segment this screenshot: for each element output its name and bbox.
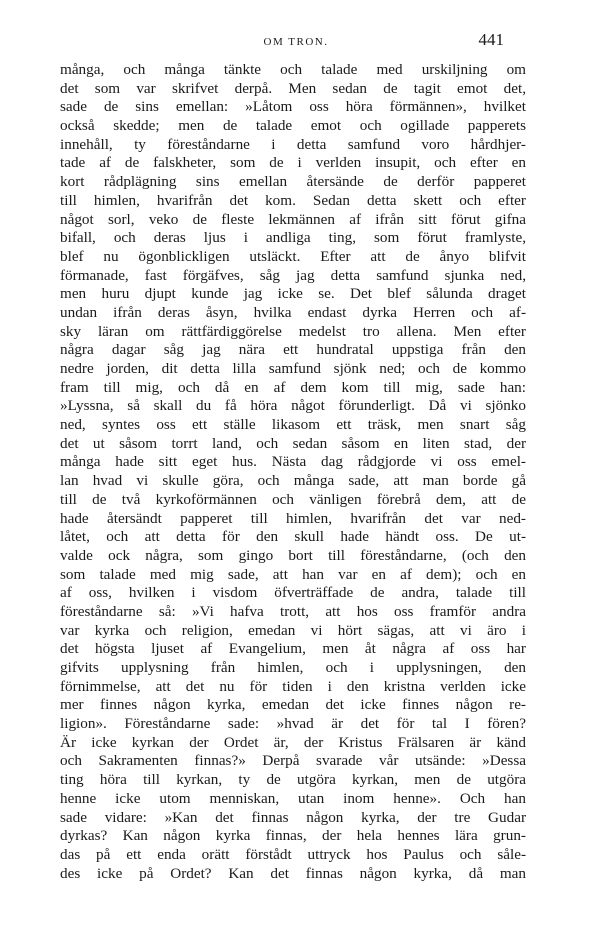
page-number: 441 <box>478 30 504 49</box>
text-line: bifall, och deras ljus i andliga ting, som förut framlyste, <box>60 229 526 247</box>
text-line: det ut såsom torrt land, och sedan såsom en liten stad, der <box>60 434 526 452</box>
text-line: mer finnes någon kyrka, emedan det icke finnes någon re- <box>60 696 526 714</box>
text-line: förnimmelse, att det nu för tiden i den kristna verlden icke <box>60 677 526 695</box>
text-line: ting höra till kyrkan, ty de utgöra kyrkan, men de utgöra <box>60 771 526 789</box>
text-line: gifvits upplysning från himlen, och i upplysningen, den <box>60 659 526 676</box>
text-line: också skedde; men de talade emot och ogillade papperets <box>60 117 526 135</box>
text-line: nedre jorden, dit detta lilla samfund sjönk ned; och de kommo <box>60 360 526 377</box>
text-line: hade återsändt papperet till himlen, hvarifrån det var ned- <box>60 509 526 527</box>
text-line: till himlen, hvarifrån det kom. Sedan detta skett och efter <box>60 191 526 209</box>
text-line: många, och många tänkte och talade med urskiljning om <box>60 61 526 78</box>
text-line: innehåll, ty föreståndarne i detta samfund voro hårdhjer- <box>60 135 526 153</box>
text-line: det som var skrifvet derpå. Men sedan de tagit emot det, <box>60 79 526 97</box>
text-line: des icke på Ordet? Kan det finnas någon kyrka, då man <box>60 864 526 882</box>
text-line: valde ock några, som gingo bort till föreståndarne, (och den <box>60 546 526 564</box>
text-line: ligion». Föreståndarne sade: »hvad är det för tal I fören? <box>60 715 526 733</box>
text-line: men huru djupt kunde jag icke se. Det blef sålunda draget <box>60 285 526 303</box>
text-line: af oss, hvilken i visdom öfverträffade de andra, talade till <box>60 584 526 602</box>
text-line: det högsta ljuset af Evangelium, men åt några af oss har <box>60 640 526 658</box>
text-line: das på ett enda orätt förstådt uttryck hos Paulus och såle- <box>60 845 526 863</box>
running-title: OM TRON. <box>263 36 329 48</box>
text-line: sky läran om rättfärdiggörelse medelst tro allena. Men efter <box>60 322 526 340</box>
text-line: något sorl, veko de fleste lekmännen af ifrån sitt förut gifna <box>60 210 526 228</box>
text-line: till de två kyrkoförmännen och vänligen förebrå dem, att de <box>60 490 526 508</box>
text-line: var kyrka och religion, emedan vi hört sägas, att vi äro i <box>60 621 526 639</box>
text-line: ned, syntes oss ett ställe likasom ett träsk, men snart såg <box>60 416 526 434</box>
text-line: sade de sins emellan: »Låtom oss höra förmännen», hvilket <box>60 98 526 116</box>
text-line: och Sakramenten finnas?» Derpå svarade vår utsände: »Dessa <box>60 752 526 770</box>
text-line: förmanade, fast förgäfves, såg jag detta samfund sjunka ned, <box>60 266 526 284</box>
text-line: »Lyssna, så skall du få höra något förunderligt. Då vi sjönko <box>60 397 526 415</box>
text-line: låtet, och att detta för den skull hade händt oss. De ut- <box>60 528 526 546</box>
text-line: sade vidare: »Kan det finnas någon kyrka, der tre Gudar <box>60 808 526 826</box>
text-line: dyrkas? Kan någon kyrka finnas, der hela hennes lära grun- <box>60 827 526 845</box>
text-line: som talade med mig sade, att han var en af dem); och en <box>60 565 526 583</box>
text-line: tade af de falskheter, som de i verlden insupit, och efter en <box>60 154 526 172</box>
text-line: henne icke utom menniskan, utan inom henne». Och han <box>60 789 526 807</box>
text-line: Är icke kyrkan der Ordet är, der Kristus Frälsaren är känd <box>60 733 526 751</box>
text-line: fram till mig, och då en af dem kom till mig, sade han: <box>60 378 526 396</box>
running-head <box>0 30 592 50</box>
text-line: många hade sitt eget hus. Nästa dag rådgjorde vi oss emel- <box>60 453 526 471</box>
text-line: några dagar såg jag nära ett hundratal uppstiga från den <box>60 341 526 359</box>
body-text <box>60 61 526 883</box>
text-line: kort rådplägning sins emellan återsände de derför papperet <box>60 173 526 191</box>
text-line: blef nu ögonblickligen utsläckt. Efter att de ånyo blifvit <box>60 247 526 265</box>
text-line: föreståndarne så: »Vi hafva trott, att hos oss framför andra <box>60 602 526 620</box>
text-line: undan ifrån deras åsyn, hvilka endast dyrka Herren och af- <box>60 303 526 321</box>
text-line: lan hvad vi skulle göra, och många sade, att man borde gå <box>60 472 526 490</box>
